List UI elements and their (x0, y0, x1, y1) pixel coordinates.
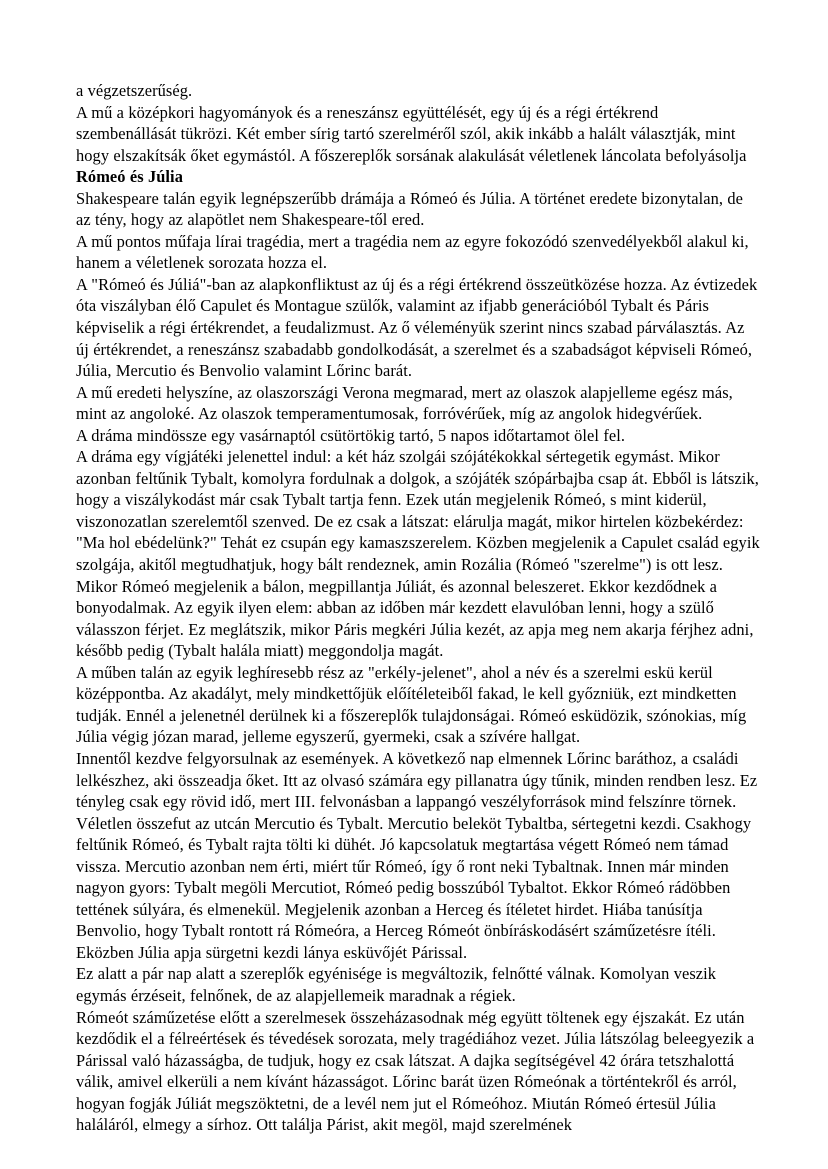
document-text-body (76, 80, 760, 1136)
paragraph: Ez alatt a pár nap alatt a szereplők egyénisége is megváltozik, felnőtté válnak. Komolyan veszik egymás érzéseit, felnőnek, de az alapjellemeik maradnak a régiek. (76, 964, 717, 1005)
paragraph: a végzetszerűség. (76, 81, 193, 100)
paragraph: A "Rómeó és Júliá"-ban az alapkonfliktust az új és a régi értékrend összeütközése hozza. Az évtizedek óta viszályban élő Capulet és Montague szülők, valamint az ifjabb generációból Tybalt és Páris képviselik a régi értékrendet, a feudalizmust. Az ő véleményük szerint nincs szabad párválasztás. Az új értékrendet, a reneszánsz szabadabb gondolkodását, a szerelmet és a szabadságot képviseli Rómeó, Júlia, Mercutio és Benvolio valamint Lőrinc barát. (76, 274, 758, 381)
paragraph: A dráma mindössze egy vasárnaptól csütörtökig tartó, 5 napos időtartamot ölel fel. (76, 425, 626, 445)
paragraph: Eközben Júlia apja sürgetni kezdi lánya esküvőjét Párissal. (76, 942, 468, 962)
paragraph: Shakespeare talán egyik legnépszerűbb drámája a Rómeó és Júlia. A történet eredete bizonytalan, de az tény, hogy az alapötlet nem Shakespeare-től ered. (76, 188, 743, 230)
paragraph: Mikor Rómeó megjelenik a bálon, megpillantja Júliát, és azonnal beleszeret. Ekkor kezdődnek a bonyodalmak. Az egyik ilyen elem: abban az időben már kezdett elavulóban lenni, hogy a szülő válasszon férjet. Ez meglátszik, mikor Páris megkéri Júlia kezét, az apja meg nem akarja férjhez adni, később pedig (Tybalt halála miatt) meggondolja magát. (76, 576, 754, 661)
paragraph: Rómeót száműzetése előtt a szerelmesek összeházasodnak még együtt töltenek egy éjszakát. Ez után kezdődik el a félreértések és tévedések sorozata, mely tragédiához vezet. Júlia látszólag beleegyezik a Párissal való házasságba, de tudjuk, hogy ez csak látszat. A dajka segítségével 42 órára tetszhalottá válik, amivel elkerüli a nem kívánt házasságot. Lőrinc barát üzen Rómeónak a történtekről és arról, hogyan fogják Júliát megszöktetni, de a levél nem jut el Rómeóhoz. Miután Rómeó értesül Júlia haláláról, elmegy a sírhoz. Ott találja Párist, akit megöl, majd szerelmének (76, 1007, 755, 1135)
section-heading-romeo-es-julia: Rómeó és Júlia (76, 167, 183, 187)
paragraph: A műben talán az egyik leghíresebb rész az "erkély-jelenet", ahol a név és a szerelmi eskü kerül középpontba. Az akadályt, mely mindkettőjük előítéleteiből fakad, le kell győzniük, ezt mindketten tudják. Ennél a jelenetnél derülnek ki a főszereplők tulajdonságai. Rómeó esküdözik, szónokias, míg Júlia végig józan marad, jelleme egyszerű, gyermeki, csak a szívére hallgat. (76, 662, 747, 747)
paragraph: Innentől kezdve felgyorsulnak az események. A következő nap elmennek Lőrinc baráthoz, a családi lelkészhez, aki összeadja őket. Itt az olvasó számára egy pillanatra úgy tűnik, minden rendben lesz. Ez tényleg csak egy rövid idő, mert III. felvonásban a lappangó veszélyforrások mind felszínre törnek. Véletlen összefut az utcán Mercutio és Tybalt. Mercutio beleköt Tybaltba, sértegetni kezdi. Csakhogy feltűnik Rómeó, és Tybalt rajta tölti ki dühét. Jó kapcsolatuk megtartása végett Rómeó nem támad vissza. Mercutio azonban nem érti, miért tűr Rómeó, így ő ront neki Tybaltnak. Innen már minden nagyon gyors: Tybalt megöli Mercutiot, Rómeó pedig bosszúból Tybaltot. Ekkor Rómeó rádöbben tettének súlyára, és elmenekül. Megjelenik azonban a Herceg és ítéletet hirdet. Hiába tanúsítja Benvolio, hogy Tybalt rontott rá Rómeóra, a Herceg Rómeót önbíráskodásért száműzetésre ítéli. (76, 748, 758, 941)
paragraph: A mű eredeti helyszíne, az olaszországi Verona megmarad, mert az olaszok alapjelleme egész más, mint az angoloké. Az olaszok temperamentumosak, forróvérűek, míg az angolok hidegvérűek. (76, 382, 733, 424)
paragraph: A dráma egy vígjátéki jelenettel indul: a két ház szolgái szójátékokkal sértegetik egymást. Mikor azonban feltűnik Tybalt, komolyra fordulnak a dolgok, a szójáték szópárbajba csap át. Ebből is látszik, hogy a viszálykodást már csak Tybalt tartja fenn. Ezek után megjelenik Rómeó, s mint kiderül, viszonozatlan szerelemtől szenved. De ez csak a látszat: elárulja magát, mikor hirtelen közbekérdez: "Ma hol ebédelünk?" Tehát ez csupán egy kamaszszerelem. Közben megjelenik a Capulet család egyik szolgája, akitől megtudhatjuk, hogy bált rendeznek, amin Rozália (Rómeó "szerelme") is ott lesz. (76, 447, 760, 575)
paragraph: A mű pontos műfaja lírai tragédia, mert a tragédia nem az egyre fokozódó szenvedélyekből alakul ki, hanem a véletlenek sorozata hozza el. (76, 231, 749, 273)
paragraph: A mű a középkori hagyományok és a reneszánsz együttélését, egy új és a régi értékrend szembenállását tükrözi. Két ember sírig tartó szerelméről szól, akik inkább a halált választják, mint hogy elszakítsák őket egymástól. A főszereplők sorsának alakulását véletlenek láncolata befolyásolja (76, 102, 747, 165)
